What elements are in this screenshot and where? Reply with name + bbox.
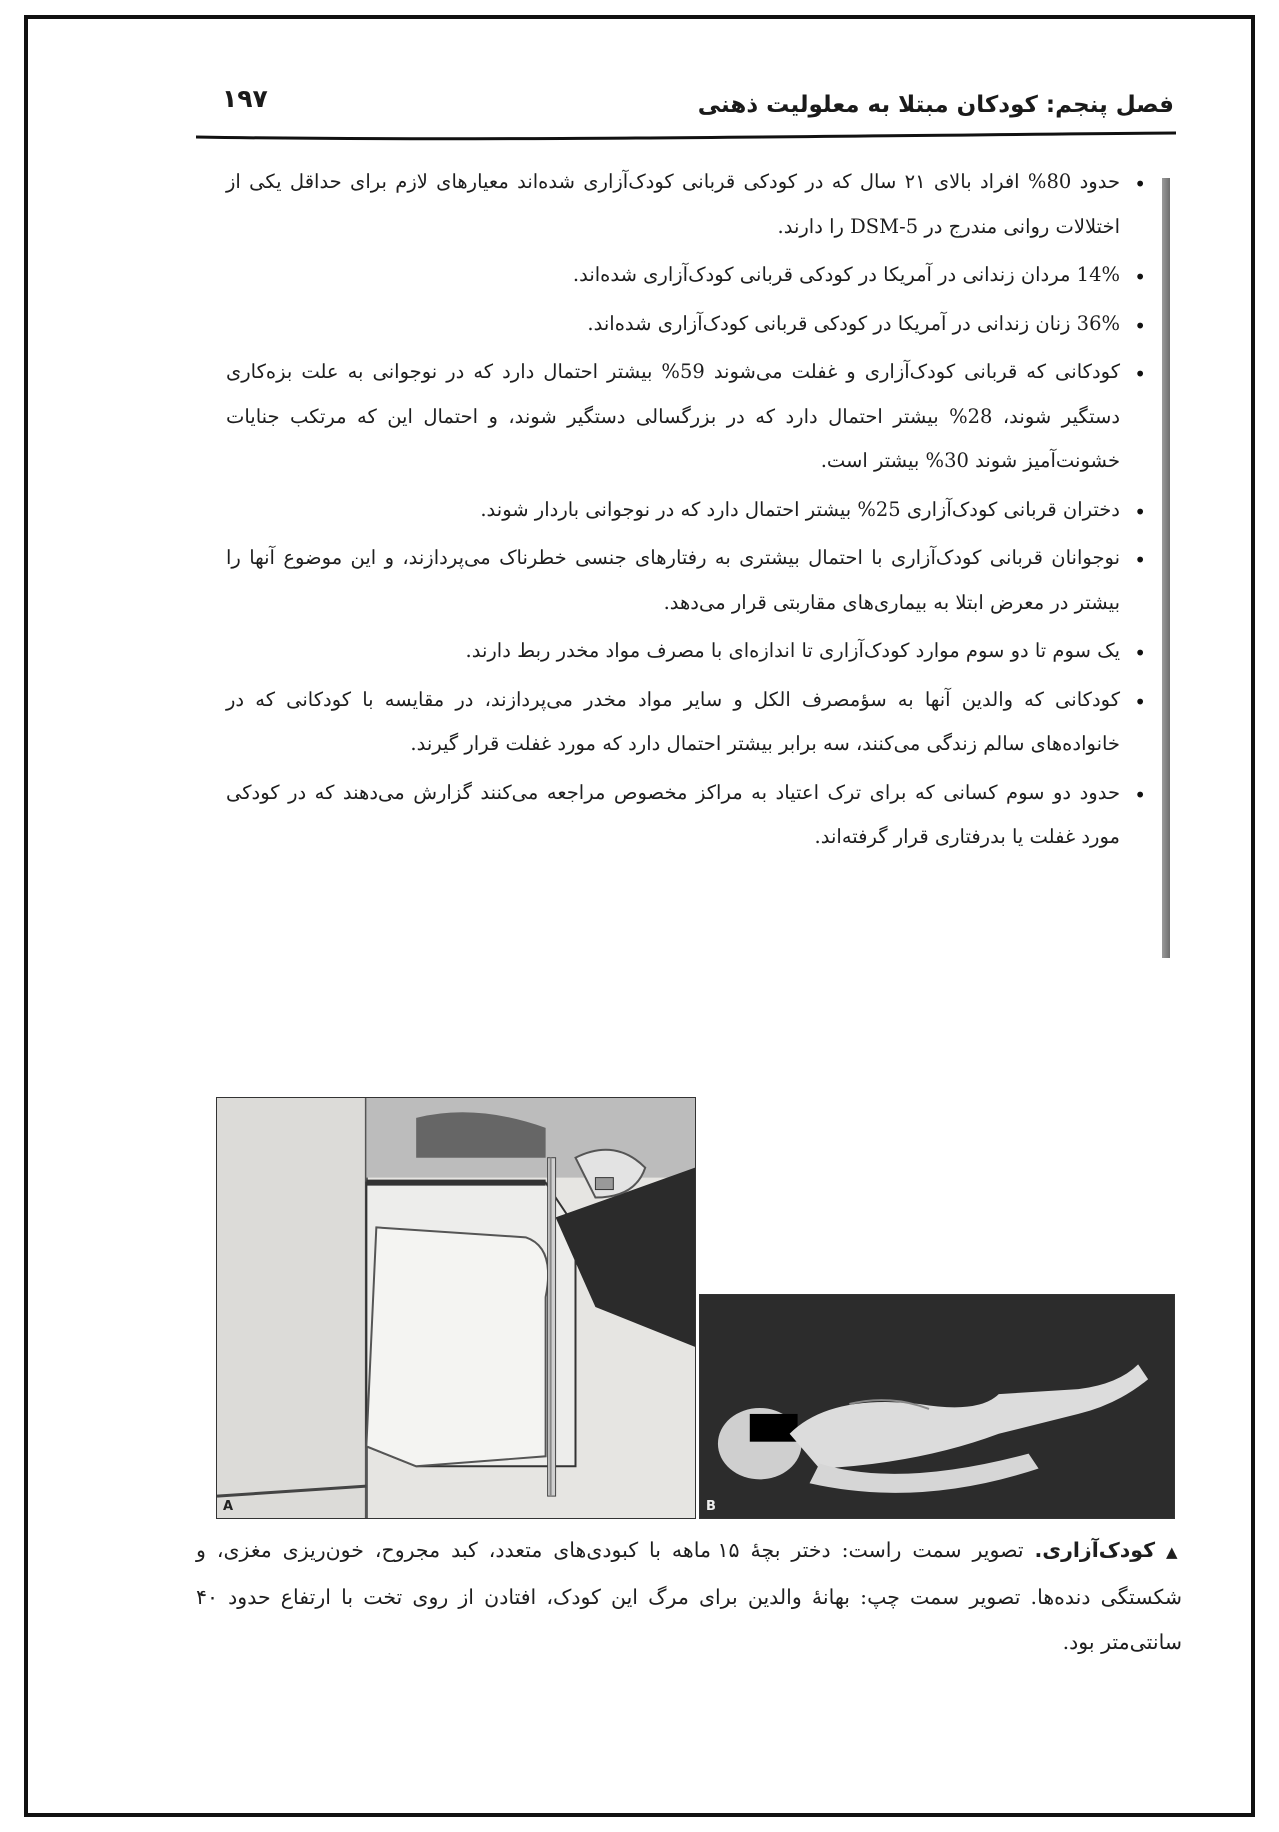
chapter-name: کودکان مبتلا به معلولیت ذهنی — [697, 92, 1038, 118]
bullet-item: • 36% زنان زندانی در آمریکا در کودکی قربانی کودک‌آزاری شده‌اند. — [226, 302, 1148, 347]
photo-infant — [699, 1294, 1175, 1519]
caption-text: تصویر سمت راست: دختر بچهٔ ۱۵ ماهه با کبودی‌های متعدد، کبد مجروح، خون‌ریزی مغزی، و شکستگی دنده‌ها. تصویر سمت چپ: بهانهٔ والدین برای مرگ این کودک، افتادن از روی تخت با ارتفاع حدود ۴۰ سانتی‌متر بود. — [196, 1538, 1182, 1654]
bullet-item: • کودکانی که والدین آنها به سؤمصرف الکل و سایر مواد مخدر می‌پردازند، در مقایسه با کودکانی که در خانواده‌های سالم زندگی می‌کنند، سه برابر بیشتر احتمال دارد که مورد غفلت قرار گیرند. — [226, 678, 1148, 767]
crib-photo-illustration — [217, 1098, 695, 1518]
chapter-label: فصل پنجم: — [1045, 92, 1174, 118]
caption-triangle-icon: ▲ — [1166, 1543, 1182, 1561]
figure — [212, 1097, 1180, 1517]
caption-title: کودک‌آزاری. — [1034, 1538, 1156, 1562]
sidebar-rule — [1162, 178, 1170, 958]
bullet-item: • حدود دو سوم کسانی که برای ترک اعتیاد به مراکز مخصوص مراجعه می‌کنند گزارش می‌دهند که در کودکی مورد غفلت یا بدرفتاری قرار گرفته‌اند. — [226, 771, 1148, 860]
header-rule — [196, 130, 1176, 144]
chapter-title — [698, 92, 1174, 118]
running-header — [196, 80, 1174, 136]
bullet-item: • یک سوم تا دو سوم موارد کودک‌آزاری تا اندازه‌ای با مصرف مواد مخدر ربط دارند. — [226, 629, 1148, 674]
bullet-section — [212, 160, 1170, 960]
bullet-item: • 14% مردان زندانی در آمریکا در کودکی قربانی کودک‌آزاری شده‌اند. — [226, 253, 1148, 298]
page-number: ۱۹۷ — [222, 84, 268, 113]
figure-caption — [196, 1528, 1182, 1665]
bullet-item: • نوجوانان قربانی کودک‌آزاری با احتمال بیشتری به رفتارهای جنسی خطرناک می‌پردازند، و این موضوع آنها را بیشتر در معرض ابتلا به بیماری‌های مقاربتی قرار می‌دهد. — [226, 536, 1148, 625]
panel-label-b: B — [706, 1499, 716, 1514]
photo-crib-measurement — [216, 1097, 696, 1519]
bullet-item: • کودکانی که قربانی کودک‌آزاری و غفلت می‌شوند 59% بیشتر احتمال دارد که در نوجوانی به علت بزه‌کاری دستگیر شوند، 28% بیشتر احتمال دارد که در بزرگسالی دستگیر شوند، و احتمال این که مرتکب جنایات خشونت‌آمیز شوند 30% بیشتر است. — [226, 350, 1148, 484]
bullet-list — [226, 160, 1148, 864]
bullet-item: • حدود 80% افراد بالای ۲۱ سال که در کودکی قربانی کودک‌آزاری شده‌اند معیارهای لازم برای حداقل یکی از اختلالات روانی مندرج در DSM-5 را دارند. — [226, 160, 1148, 249]
bullet-item: • دختران قربانی کودک‌آزاری 25% بیشتر احتمال دارد که در نوجوانی باردار شوند. — [226, 488, 1148, 533]
infant-photo-illustration — [700, 1295, 1174, 1518]
panel-label-a: A — [223, 1499, 234, 1514]
